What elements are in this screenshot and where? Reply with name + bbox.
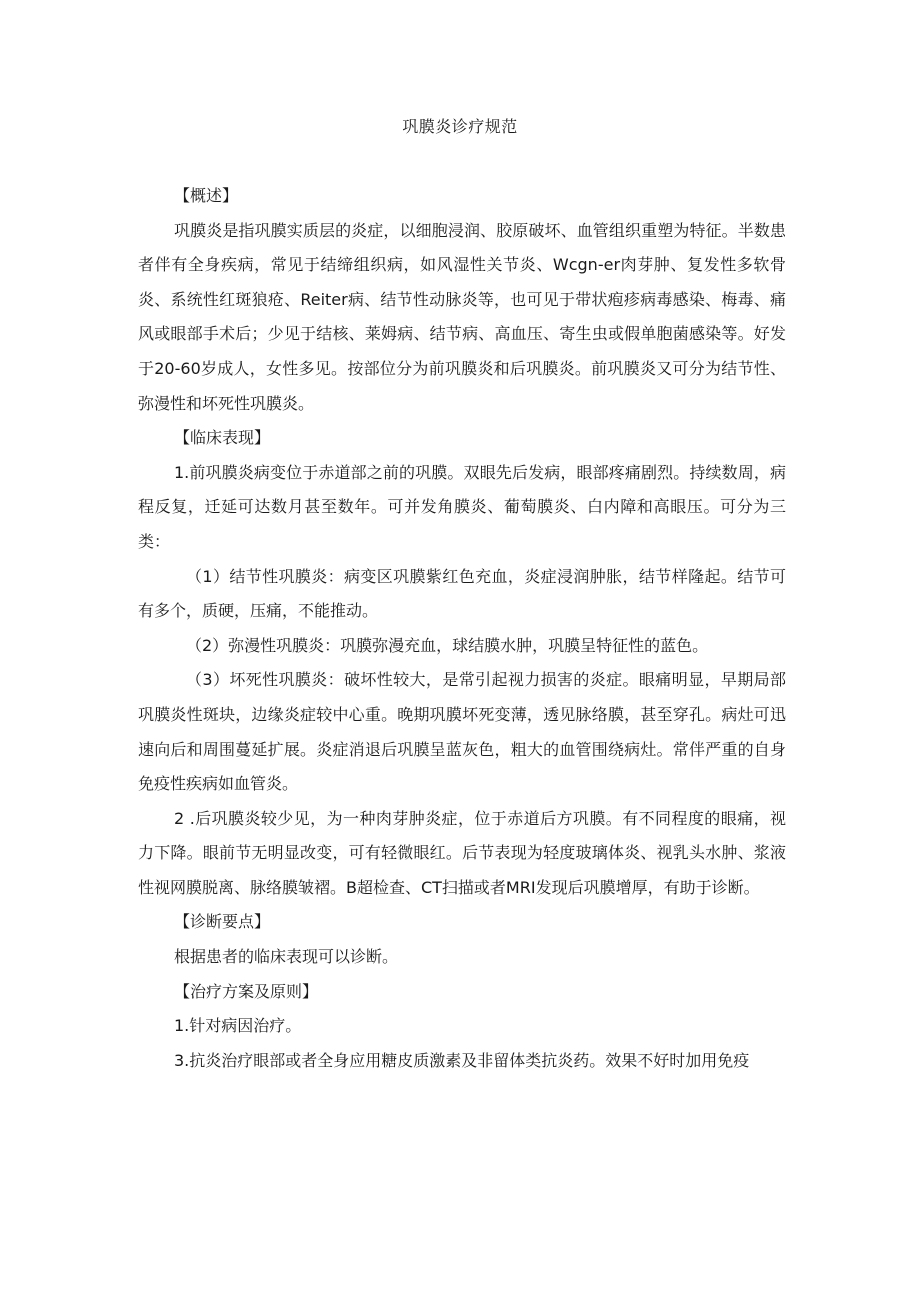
document-body	[138, 179, 786, 1078]
section-heading-treatment: 【治疗方案及原则】	[174, 981, 319, 1001]
clinical-paragraph-diffuse: （2）弥漫性巩膜炎：巩膜弥漫充血，球结膜水肿，巩膜呈特征性的蓝色。	[186, 635, 709, 655]
section-heading-overview: 【概述】	[174, 186, 239, 205]
clinical-paragraph-nodular: （1）结节性巩膜炎：病变区巩膜紫红色充血，炎症浸润肿胀，结节样隆起。结节可有多个，质硬，压痛，不能推动。	[138, 566, 786, 621]
section-heading-diagnosis: 【诊断要点】	[174, 912, 271, 932]
treatment-item-3: 3.抗炎治疗眼部或者全身应用糖皮质激素及非留体类抗炎药。效果不好时加用免疫	[174, 1050, 750, 1070]
diagnosis-paragraph: 根据患者的临床表现可以诊断。	[174, 947, 399, 967]
clinical-paragraph-necrotizing: （3）坏死性巩膜炎：破坏性较大，是常引起视力损害的炎症。眼痛明显，早期局部巩膜炎性斑块，边缘炎症较中心重。晚期巩膜坏死变薄，透见脉络膜，甚至穿孔。病灶可迅速向后和周围蔓延扩展。炎症消退后巩膜呈蓝灰色，粗大的血管围绕病灶。常伴严重的自身免疫性疾病如血管炎。	[138, 670, 786, 794]
treatment-item-1: 1.针对病因治疗。	[174, 1016, 302, 1036]
clinical-paragraph-posterior: 2 .后巩膜炎较少见，为一种肉芽肿炎症，位于赤道后方巩膜。有不同程度的眼痛，视力下降。眼前节无明显改变，可有轻微眼红。后节表现为轻度玻璃体炎、视乳头水肿、浆液性视网膜脱离、脉络膜皱褶。B超检查、CT扫描或者MRI发现后巩膜增厚，有助于诊断。	[138, 808, 786, 897]
document-title: 巩膜炎诊疗规范	[402, 117, 518, 136]
clinical-paragraph-anterior: 1.前巩膜炎病变位于赤道部之前的巩膜。双眼先后发病，眼部疼痛剧烈。持续数周，病程反复，迁延可达数月甚至数年。可并发角膜炎、葡萄膜炎、白内障和高眼压。可分为三类：	[138, 462, 786, 551]
section-heading-clinical: 【临床表现】	[174, 428, 271, 448]
overview-paragraph: 巩膜炎是指巩膜实质层的炎症，以细胞浸润、胶原破坏、血管组织重塑为特征。半数患者伴有全身疾病，常见于结缔组织病，如风湿性关节炎、Wcgn-er肉芽肿、复发性多软骨炎、系统性红斑狼疮、Reiter病、结节性动脉炎等，也可见于带状疱疹病毒感染、梅毒、痛风或眼部手术后；少见于结核、莱姆病、结节病、高血压、寄生虫或假单胞菌感染等。好发于20-60岁成人，女性多见。按部位分为前巩膜炎和后巩膜炎。前巩膜炎又可分为结节性、弥漫性和坏死性巩膜炎。	[138, 220, 786, 413]
